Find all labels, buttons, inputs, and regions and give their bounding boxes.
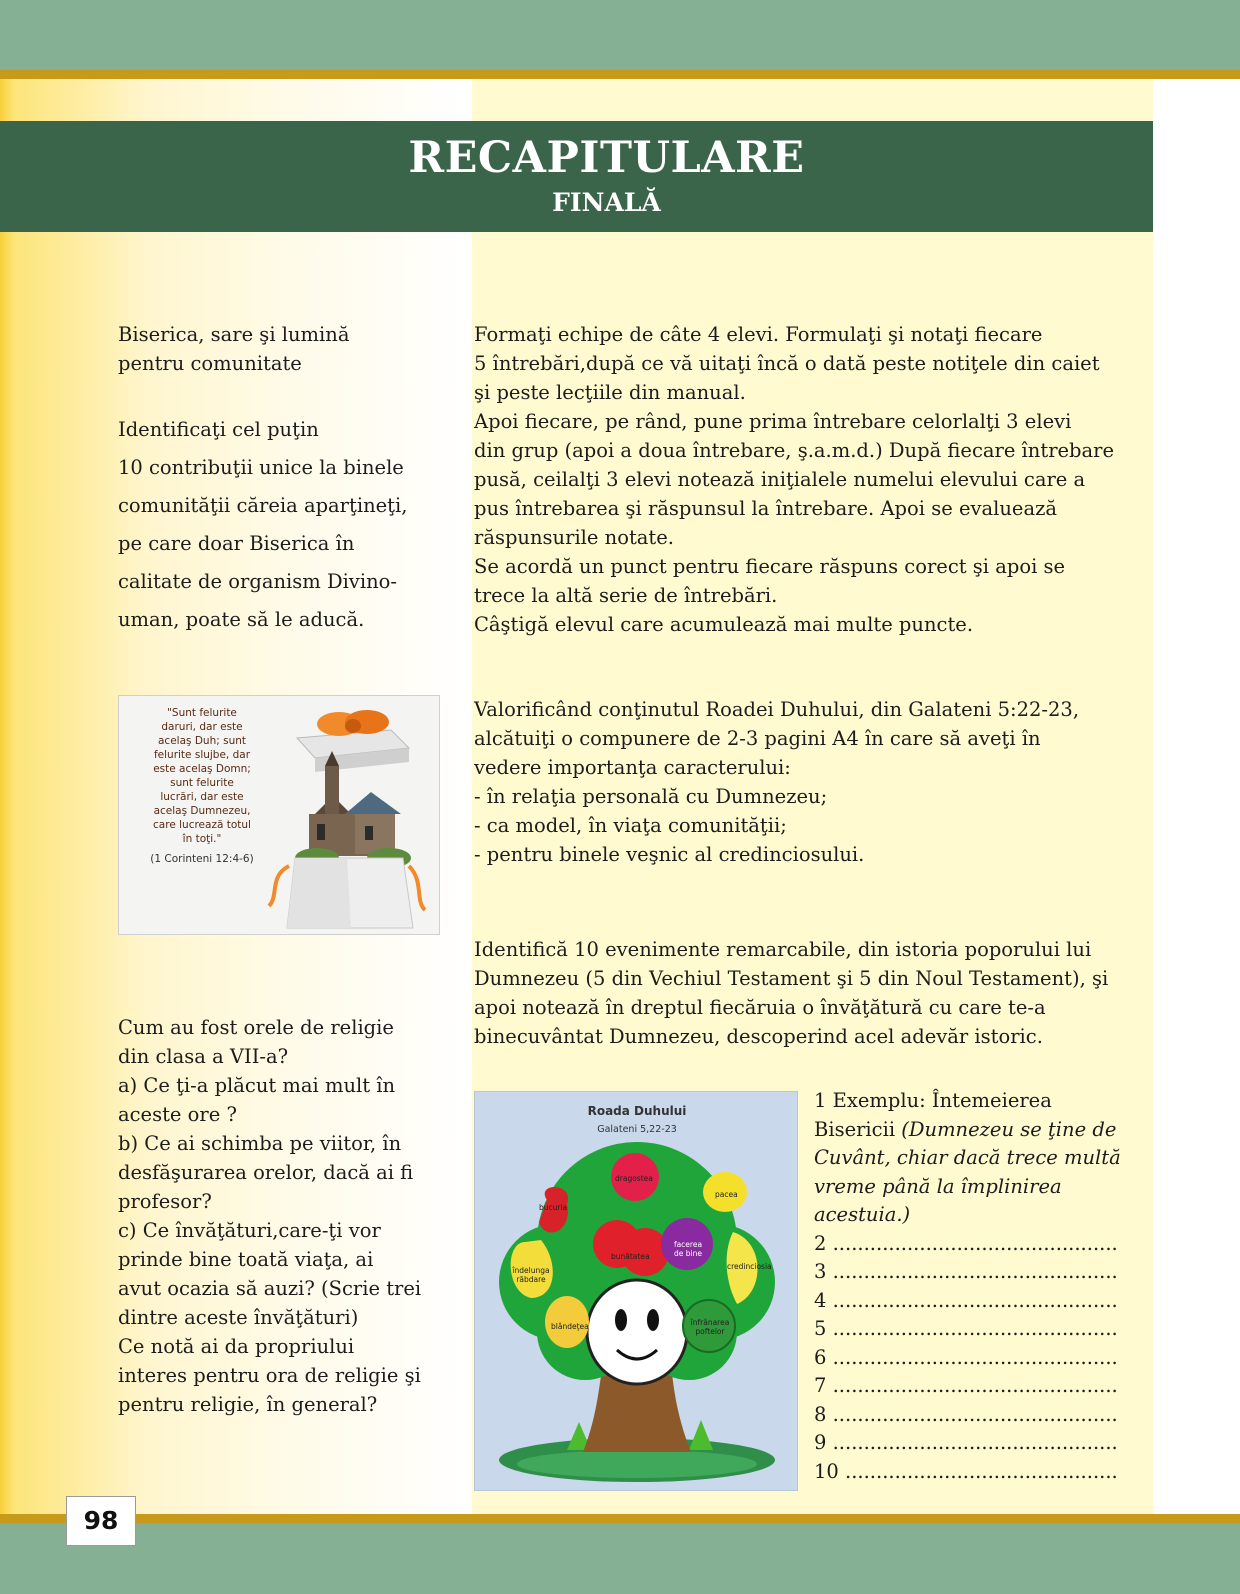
bottom-gold-rule (0, 1514, 1240, 1523)
text-line: interes pentru ora de religie şi (118, 1364, 421, 1387)
verse-line: care lucrează totul (153, 819, 251, 831)
top-gold-rule (0, 70, 1240, 79)
fruit-label: bucuria (539, 1203, 568, 1212)
text-line: profesor? (118, 1190, 212, 1213)
top-band (0, 0, 1240, 70)
fruit-label: dragostea (615, 1174, 653, 1183)
text-line: Apoi fiecare, pe rând, pune prima întrebare celorlalţi 3 elevi (474, 410, 1072, 433)
text-line: a) Ce ţi-a plăcut mai mult în (118, 1074, 396, 1097)
fruit-labels (475, 1092, 798, 1491)
fruit-label: îndelunga răbdare (512, 1266, 550, 1284)
example-list (814, 1087, 1154, 1486)
verse-line: este acelaş Domn; (153, 763, 251, 775)
text-line: Identifică 10 evenimente remarcabile, din istoria poporului lui (474, 938, 1092, 961)
bottom-band (0, 1523, 1240, 1594)
text-line: avut ocazia să auzi? (Scrie trei (118, 1277, 422, 1300)
text-line: prinde bine toată viaţa, ai (118, 1248, 374, 1271)
verse-line: felurite slujbe, dar (153, 749, 251, 761)
verse-line: acelaş Duh; sunt (158, 735, 246, 747)
example-lead-2: Bisericii (814, 1117, 902, 1141)
verse-line: acelaş Dumnezeu, (153, 805, 251, 817)
text-line: Biserica, sare şi lumină (118, 323, 350, 346)
text-line: - în relaţia personală cu Dumnezeu; (474, 785, 828, 808)
text-line: răspunsurile notate. (474, 526, 674, 549)
fruit-tree-image (474, 1091, 798, 1491)
answer-row[interactable]: 10 ............................................ (814, 1459, 1118, 1483)
text-line: b) Ce ai schimba pe viitor, în (118, 1132, 402, 1155)
text-line: - ca model, în viaţa comunităţii; (474, 814, 787, 837)
answer-row[interactable]: 7 .............................................. (814, 1374, 1118, 1397)
text-line: pusă, ceilalţi 3 elevi notează iniţialele numelui elevului care a (474, 468, 1086, 491)
page-subtitle: FINALĂ (552, 188, 661, 217)
example-lead: 1 Exemplu: Întemeierea (814, 1089, 1052, 1112)
fruit-label: înfrânarea poftelor (690, 1318, 730, 1336)
text-line: pentru comunitate (118, 352, 302, 375)
answer-row[interactable]: 3 .............................................. (814, 1260, 1118, 1283)
verse-line: daruri, dar este (161, 721, 243, 733)
text-line: Valorificând conţinutul Roadei Duhului, din Galateni 5:22-23, (474, 698, 1080, 721)
right-block-teams (474, 320, 1154, 639)
page-number: 98 (66, 1496, 136, 1546)
text-line: din clasa a VII-a? (118, 1045, 289, 1068)
verse-reference: (1 Corinteni 12:4-6) (150, 853, 254, 865)
fruit-label: blândeţea (551, 1322, 589, 1331)
text-line: vedere importanţa caracterului: (474, 756, 791, 779)
left-block-questions (118, 1013, 463, 1419)
answer-row[interactable]: 2 .............................................. (814, 1231, 1118, 1255)
text-line: Cum au fost orele de religie (118, 1016, 394, 1039)
text-line: Ce notă ai da propriului (118, 1335, 355, 1358)
text-line: şi peste lecţiile din manual. (474, 381, 746, 404)
text-line: - pentru binele veşnic al credinciosului. (474, 843, 865, 866)
text-line: pus întrebarea şi răspunsul la întrebare. Apoi se evaluează (474, 497, 1057, 520)
text-line: pe care doar Biserica în (118, 532, 355, 555)
fruit-label: pacea (715, 1190, 738, 1199)
text-line: binecuvântat Dumnezeu, descoperind acel adevăr istoric. (474, 1025, 1043, 1048)
text-line: apoi notează în dreptul fiecăruia o învăţătură cu care te-a (474, 996, 1046, 1019)
text-line: aceste ore ? (118, 1103, 237, 1126)
verse-line: lucrări, dar este (160, 791, 244, 803)
tree-reference: Galateni 5,22-23 (597, 1124, 677, 1135)
fruit-label: bunătatea (611, 1252, 650, 1261)
left-block-topic (118, 320, 458, 378)
tree-title: Roada Duhului (587, 1104, 687, 1118)
text-line: desfăşurarea orelor, dacă ai fi (118, 1161, 414, 1184)
text-line: Câştigă elevul care acumulează mai multe puncte. (474, 613, 974, 636)
text-line: uman, poate să le aducă. (118, 608, 365, 631)
fruit-label: credinciosia (727, 1262, 772, 1271)
answer-row[interactable]: 4 .............................................. (814, 1288, 1118, 1312)
text-line: trece la altă serie de întrebări. (474, 584, 778, 607)
example-italic-line: Cuvânt, chiar dacă trece multă (814, 1146, 1121, 1169)
answer-row[interactable]: 8 .............................................. (814, 1402, 1118, 1426)
verse-line: în toţi." (182, 833, 222, 845)
text-line: alcătuiţi o compunere de 2-3 pagini A4 în care să aveţi în (474, 727, 1041, 750)
text-line: calitate de organism Divino- (118, 570, 397, 593)
left-block-task (118, 411, 458, 639)
fruit-label: facerea de bine (673, 1240, 703, 1258)
answer-row[interactable]: 6 .............................................. (814, 1345, 1118, 1369)
text-line: Dumnezeu (5 din Vechiul Testament şi 5 din Noul Testament), şi (474, 967, 1109, 990)
right-block-events (474, 935, 1154, 1051)
text-line: Formaţi echipe de câte 4 elevi. Formulaţi şi notaţi fiecare (474, 323, 1043, 346)
example-italic-line: vreme până la împlinirea (814, 1174, 1062, 1198)
text-line: comunităţii căreia aparţineţi, (118, 494, 408, 517)
verse-text (127, 706, 277, 866)
example-italic-line: acestuia.) (814, 1203, 911, 1226)
text-line: Se acordă un punct pentru fiecare răspuns corect şi apoi se (474, 555, 1066, 578)
text-line: 5 întrebări,după ce vă uitaţi încă o dată peste notiţele din caiet (474, 352, 1100, 375)
text-line: 10 contribuţii unice la binele (118, 456, 404, 479)
text-line: c) Ce învăţături,care-ţi vor (118, 1219, 381, 1242)
verse-line: "Sunt felurite (167, 707, 237, 719)
verse-gift-image (118, 695, 440, 935)
example-italic-line: (Dumnezeu se ţine de (901, 1117, 1117, 1141)
text-line: pentru religie, în general? (118, 1393, 378, 1416)
text-line: Identificaţi cel puţin (118, 418, 319, 441)
text-line: din grup (apoi a doua întrebare, ş.a.m.d.) După fiecare întrebare (474, 439, 1115, 462)
text-line: dintre aceste învăţături) (118, 1306, 359, 1329)
verse-line: sunt felurite (170, 777, 234, 789)
page-title: RECAPITULARE (408, 133, 805, 183)
answer-row[interactable]: 9 .............................................. (814, 1431, 1118, 1454)
right-block-composition (474, 695, 1154, 869)
answer-row[interactable]: 5 .............................................. (814, 1317, 1118, 1340)
